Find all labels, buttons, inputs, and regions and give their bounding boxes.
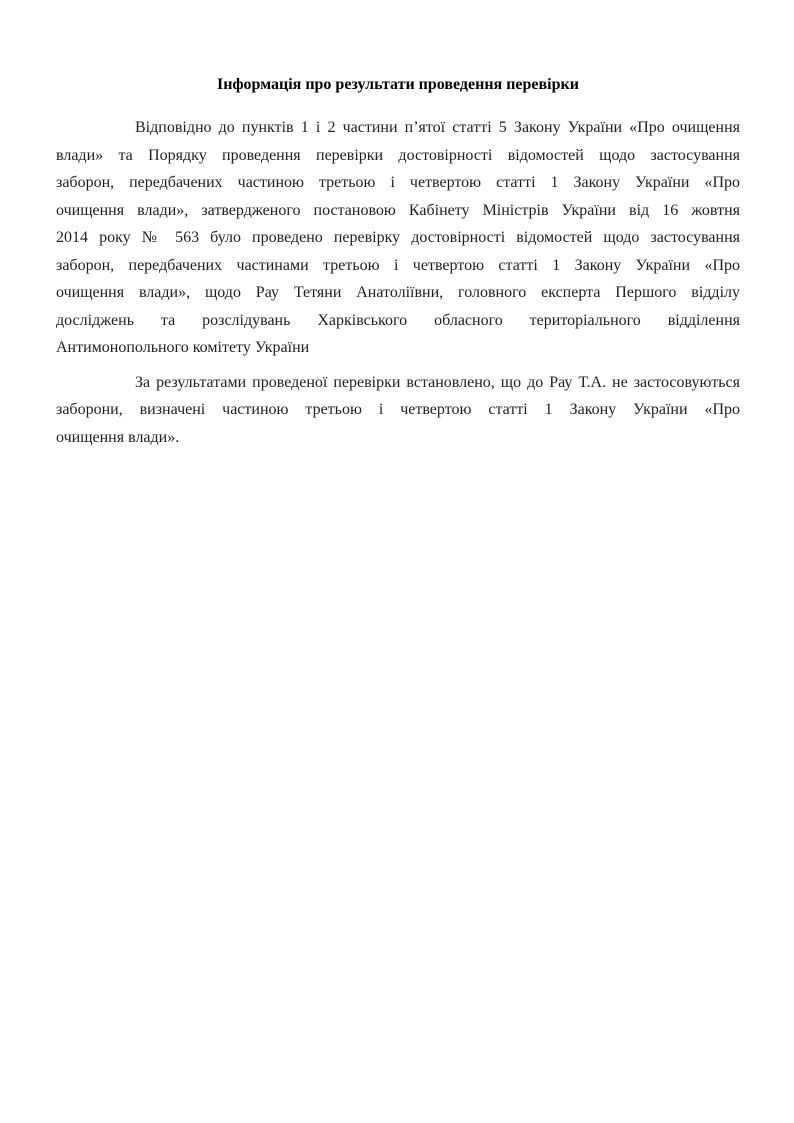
document-content [56,0,740,451]
paragraph-line: 2014 року № 563 було проведено перевірку достовірності відомостей щодо застосування [56,229,740,246]
paragraph-line: Антимонопольного комітету України [56,339,310,356]
paragraph-line: заборони, визначені частиною третьою і четвертою статті 1 Закону України «Про [56,401,740,418]
document-title: Інформація про результати проведення перевірки [217,76,579,93]
paragraph-line: очищення влади». [56,428,180,446]
paragraph-line: очищення влади», щодо Рау Тетяни Анатоліївни, головного експерта Першого відділу [56,284,740,301]
paragraph-line: заборон, передбачених частинами третьою і четвертою статті 1 Закону України «Про [56,256,740,274]
paragraph-line: За результатами проведеної перевірки встановлено, що до Рау Т.А. не застосовуються [135,373,740,391]
paragraph-2 [56,369,740,452]
paragraph-line: очищення влади», затвердженого постановою Кабінету Міністрів України від 16 жовтня [56,201,740,219]
paragraph-line: досліджень та розслідувань Харківського обласного територіального відділення [56,311,740,329]
paragraph-1 [56,114,740,362]
paragraph-line: влади» та Порядку проведення перевірки достовірності відомостей щодо застосування [56,146,740,164]
paragraph-line: заборон, передбачених частиною третьою і четвертою статті 1 Закону України «Про [56,174,740,191]
paragraph-line: Відповідно до пунктів 1 і 2 частини п’ятої статті 5 Закону України «Про очищення [135,119,740,136]
